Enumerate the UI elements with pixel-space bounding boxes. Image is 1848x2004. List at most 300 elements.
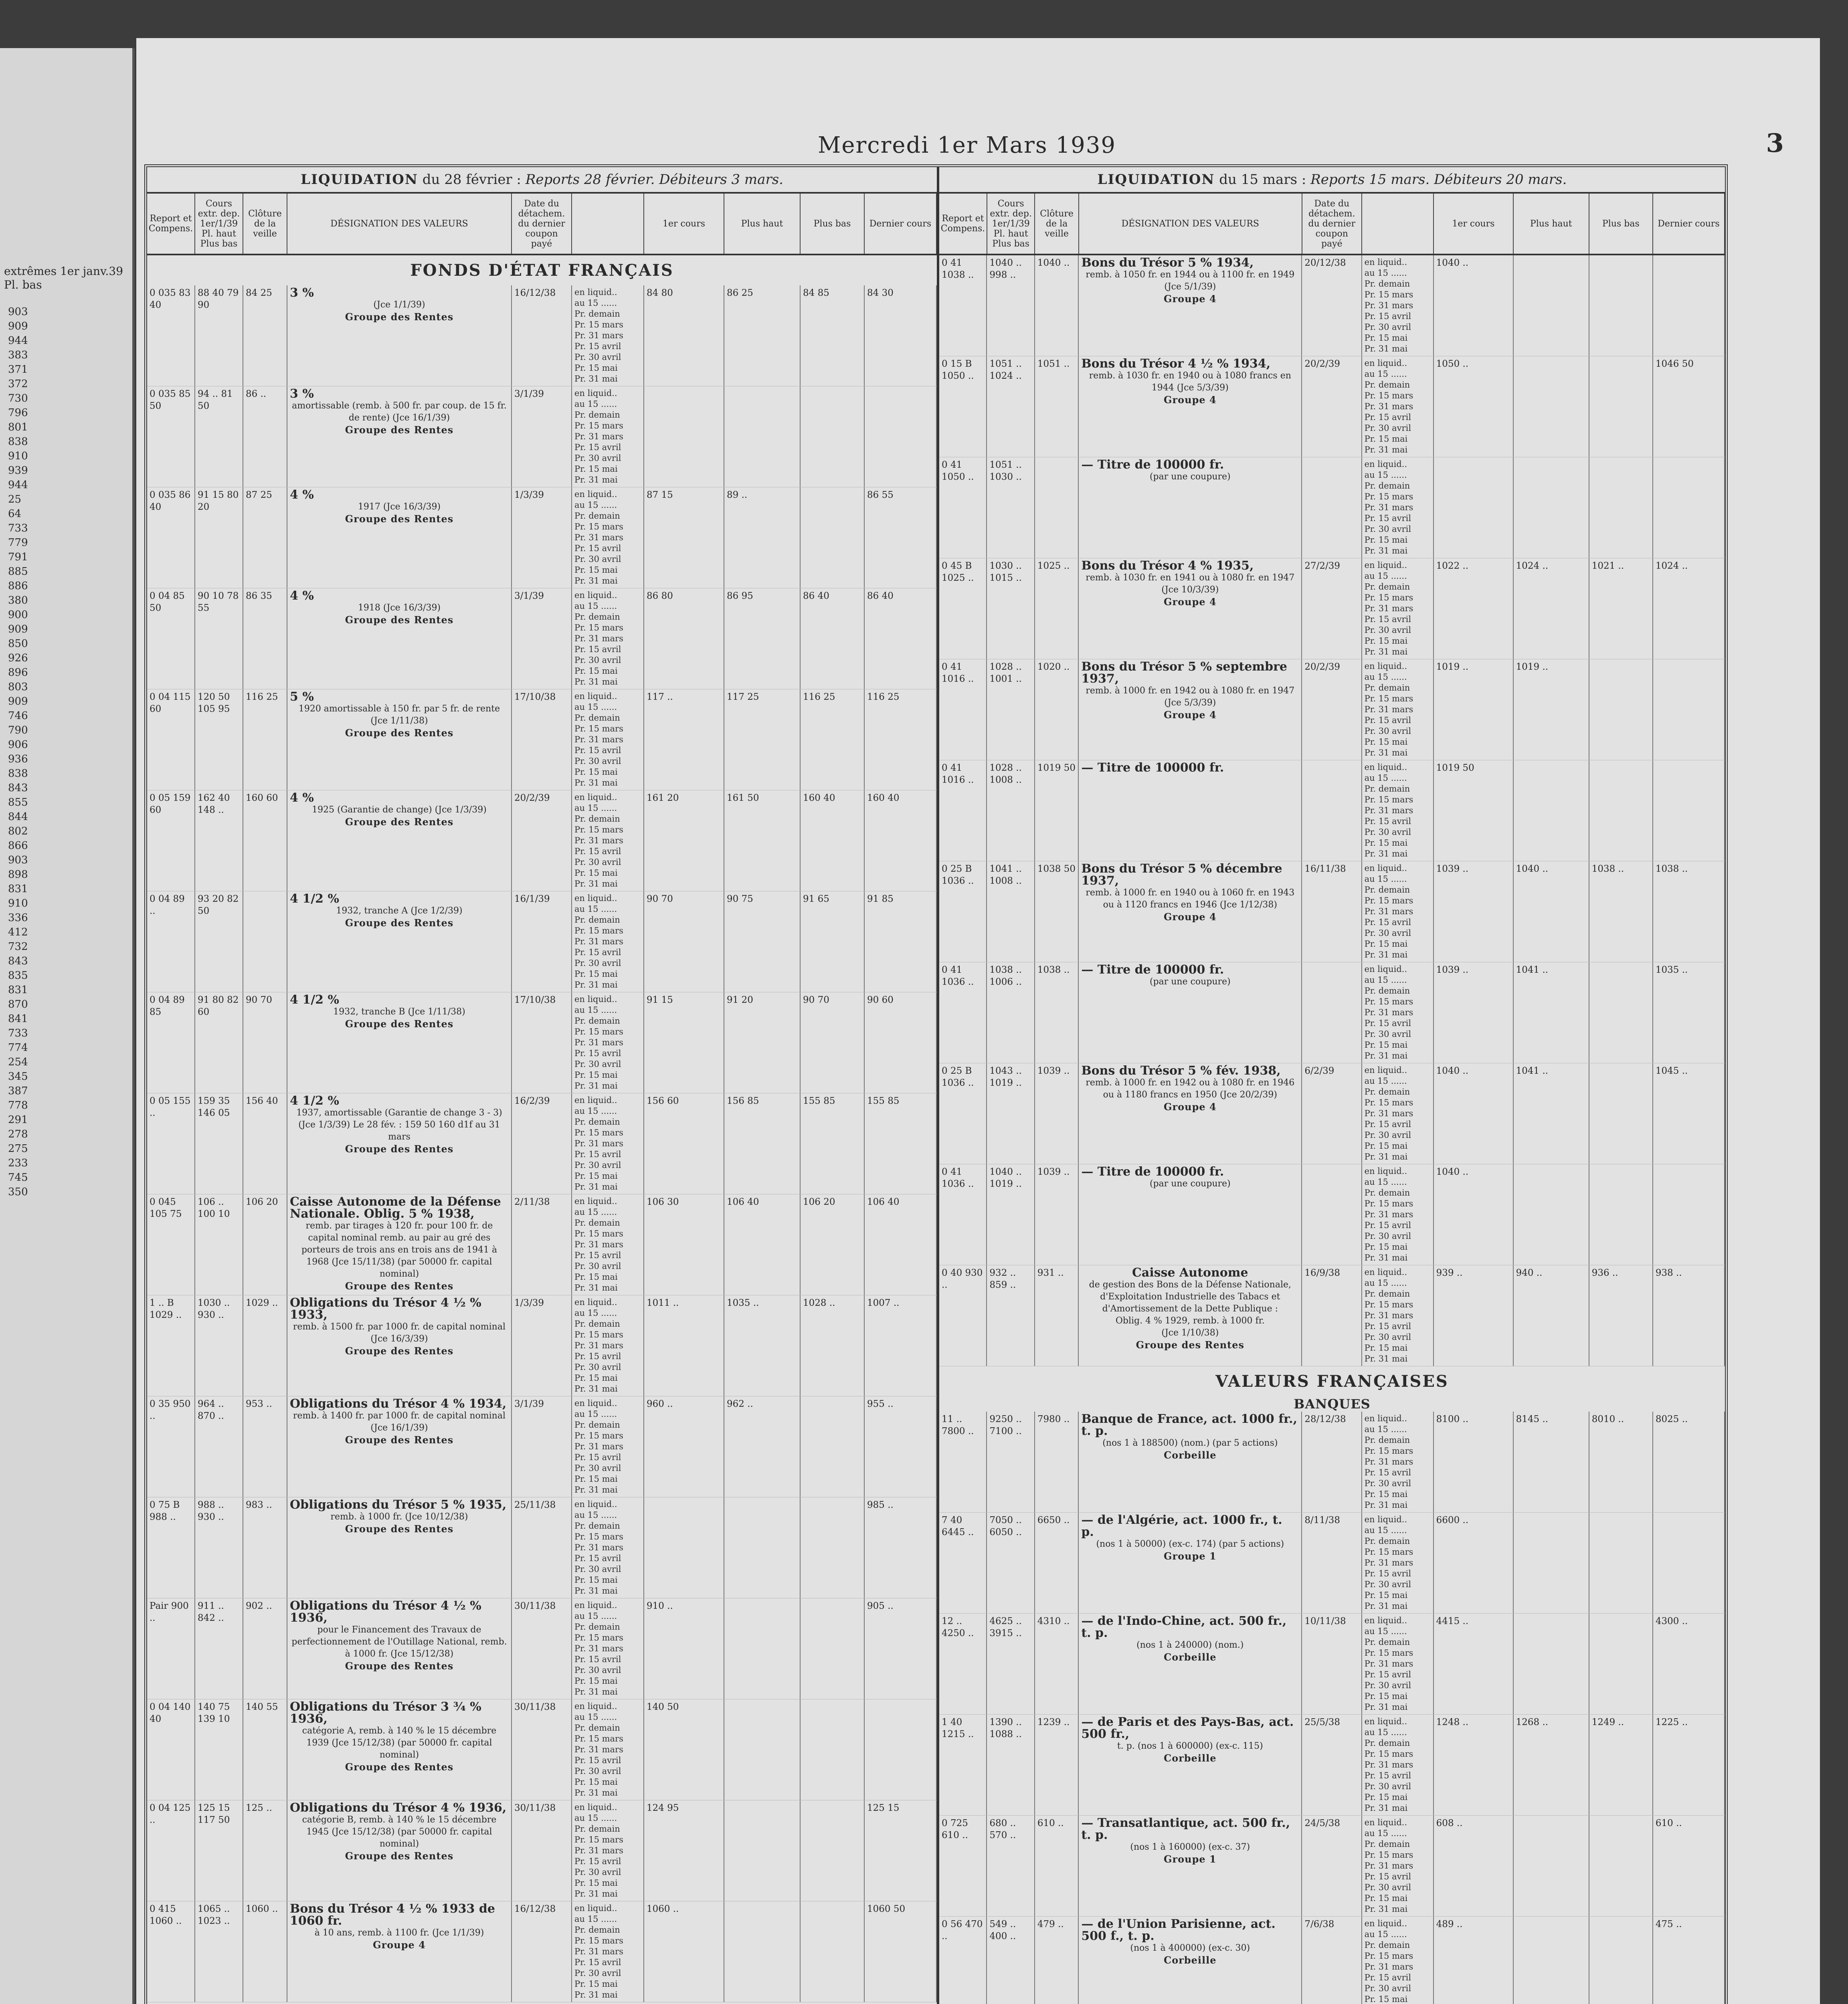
cours-cell: 549 .. 400 .. xyxy=(987,1917,1035,2004)
designation-sub: pour le Financement des Travaux de perfectionnement de l'Outillage National, remb. à 1000 fr. (Jce 15/12/38) xyxy=(291,1625,507,1659)
row-term: Pr. 31 mars xyxy=(1364,402,1413,411)
row-term: Pr. 31 mars xyxy=(1364,301,1413,310)
plus-haut-cell xyxy=(1514,356,1589,457)
row-term: Pr. 31 mars xyxy=(574,1240,623,1249)
row-term: Pr. 15 mai xyxy=(1364,636,1408,646)
prev-value: 412 xyxy=(8,926,28,938)
plus-bas-cell xyxy=(1589,659,1653,760)
row-term: Pr. 31 mars xyxy=(574,735,623,744)
row-term: en liquid.. xyxy=(574,893,617,903)
row-term: Pr. 31 mai xyxy=(1364,1253,1408,1263)
designation-sub: 1932, tranche A (Jce 1/2/39) xyxy=(336,906,463,916)
row-term: Pr. 15 avril xyxy=(1364,311,1411,321)
designation-group: Groupe des Rentes xyxy=(345,1345,454,1357)
dernier-cours-cell: 1038 .. xyxy=(1653,861,1725,962)
plus-bas-cell xyxy=(1589,1164,1653,1265)
prev-value: 906 xyxy=(8,739,28,751)
row-term: Pr. 15 avril xyxy=(574,442,621,452)
table-row xyxy=(939,861,1725,962)
caisse-term: Pr. 15 avril xyxy=(1364,1321,1411,1331)
designation-main: Obligations du Trésor 5 % 1935, xyxy=(290,1498,507,1512)
header-designation: DÉSIGNATION DES VALEURS xyxy=(1079,194,1302,254)
terms-cell xyxy=(1362,1412,1434,1512)
designation-sub: t. p. (nos 1 à 600000) (ex-c. 115) xyxy=(1117,1741,1263,1751)
cloture-cell: 1029 .. xyxy=(243,1295,287,1396)
row-term: Pr. 15 avril xyxy=(1364,412,1411,422)
caisse-group: Groupe des Rentes xyxy=(1136,1339,1245,1351)
designation-group: Groupe 4 xyxy=(1163,709,1217,721)
row-term: au 15 ...... xyxy=(1364,1076,1407,1086)
row-term: Pr. 30 avril xyxy=(574,453,621,463)
designation-sub: 1918 (Jce 16/3/39) xyxy=(358,603,441,613)
cloture-cell: 125 .. xyxy=(243,1800,287,1901)
row-term: en liquid.. xyxy=(1364,1065,1407,1075)
left-liquidation-title: LIQUIDATION du 28 février : Reports 28 février. Débiteurs 3 mars. xyxy=(147,167,937,194)
left-rows xyxy=(147,285,937,2002)
section-fonds-etat: FONDS D'ÉTAT FRANÇAIS xyxy=(410,261,674,280)
cours-cell: 1041 .. 1008 .. xyxy=(987,861,1035,962)
caisse-term: Pr. 30 avril xyxy=(1364,1332,1411,1342)
terms-cell xyxy=(572,891,644,992)
row-term: Pr. 15 avril xyxy=(1364,917,1411,927)
report-cell: 0 41 1016 .. xyxy=(939,659,987,760)
cours-cell: 1040 .. 1019 .. xyxy=(987,1164,1035,1265)
prev-value: 926 xyxy=(8,652,28,664)
designation-group: Groupe des Rentes xyxy=(345,1018,454,1030)
premier-cours-cell: 1039 .. xyxy=(1434,861,1514,962)
terms-cell xyxy=(1362,255,1434,356)
row-term: Pr. 31 mai xyxy=(1364,1803,1408,1813)
row-term: Pr. 31 mai xyxy=(1364,445,1408,455)
row-term: Pr. 15 mai xyxy=(574,1272,618,1282)
designation-main: Bons du Trésor 5 % 1934, xyxy=(1081,256,1254,270)
terms-cell xyxy=(572,1295,644,1396)
row-term: Pr. demain xyxy=(1364,1738,1410,1748)
dernier-cours-cell: 106 40 xyxy=(865,1194,937,1295)
cloture-cell: 983 .. xyxy=(243,1497,287,1598)
report-cell: 0 035 85 50 xyxy=(147,386,195,487)
designation-main: 5 % xyxy=(290,690,314,704)
header-cours: Cours extr. dep. 1er/1/39 Pl. haut Plus bas xyxy=(987,194,1035,254)
table-row xyxy=(147,1295,937,1396)
date-cell: 6/2/39 xyxy=(1302,1063,1362,1164)
row-term: Pr. 15 mars xyxy=(574,1431,623,1440)
designation-main: — de Paris et des Pays-Bas, act. 500 fr., xyxy=(1081,1715,1294,1741)
header-terme xyxy=(1362,194,1434,254)
date-cell: 30/11/38 xyxy=(512,1598,572,1699)
row-term: Pr. 31 mars xyxy=(1364,1861,1413,1871)
designation-sub: (nos 1 à 188500) (nom.) (par 5 actions) xyxy=(1102,1438,1278,1448)
row-term: Pr. demain xyxy=(574,1420,620,1430)
dernier-cours-cell: 985 .. xyxy=(865,1497,937,1598)
row-term: Pr. 15 avril xyxy=(574,1958,621,1967)
designation-sub: remb. à 1000 fr. en 1942 ou à 1080 fr. en 1946 ou à 1180 francs en 1950 (Jce 20/2/39) xyxy=(1086,1078,1295,1100)
date-cell: 1/3/39 xyxy=(512,487,572,588)
date-cell: 25/5/38 xyxy=(1302,1715,1362,1815)
header-plus-bas: Plus bas xyxy=(801,194,865,254)
plus-bas-cell xyxy=(801,1598,865,1699)
date-cell: 24/5/38 xyxy=(1302,1816,1362,1916)
row-term: en liquid.. xyxy=(574,1398,617,1408)
prev-value: 896 xyxy=(8,667,28,679)
caisse-main: Oblig. 4 % 1929, remb. à 1000 fr. xyxy=(1115,1316,1265,1326)
row-term: Pr. 30 avril xyxy=(574,1968,621,1978)
cours-cell: 911 .. 842 .. xyxy=(195,1598,243,1699)
header-cloture: Clôture de la veille xyxy=(243,194,287,254)
right-title-reports: Reports 15 mars. xyxy=(1310,172,1430,188)
table-row xyxy=(939,962,1725,1063)
premier-cours-cell: 608 .. xyxy=(1434,1816,1514,1916)
row-term: Pr. 15 mars xyxy=(1364,1951,1413,1961)
premier-cours-cell: 90 70 xyxy=(644,891,724,992)
dernier-cours-cell: 8025 .. xyxy=(1653,1412,1725,1512)
table-row xyxy=(147,1699,937,1800)
cloture-cell: 902 .. xyxy=(243,1598,287,1699)
table-row xyxy=(939,1412,1725,1513)
row-term: en liquid.. xyxy=(574,691,617,701)
row-term: Pr. 31 mars xyxy=(574,1341,623,1350)
designation-sub: (nos 1 à 400000) (ex-c. 30) xyxy=(1130,1943,1250,1953)
cours-cell: 88 40 79 90 xyxy=(195,285,243,386)
right-liquidation-title xyxy=(939,167,1725,194)
dernier-cours-cell: 155 85 xyxy=(865,1093,937,1194)
row-term: Pr. 30 avril xyxy=(1364,1029,1411,1039)
row-term: Pr. 31 mai xyxy=(574,980,618,990)
designation-group: Groupe 4 xyxy=(1163,596,1217,608)
row-term: Pr. 15 mai xyxy=(574,1979,618,1989)
row-term: Pr. demain xyxy=(574,1218,620,1228)
row-term: Pr. 15 mars xyxy=(1364,1648,1413,1658)
designation-group: Groupe des Rentes xyxy=(345,917,454,929)
report-cell: 0 415 1060 .. xyxy=(147,1901,195,2002)
row-term: en liquid.. xyxy=(574,994,617,1004)
row-term: Pr. 30 avril xyxy=(1364,726,1411,736)
row-term: au 15 ...... xyxy=(574,399,617,409)
row-term: Pr. demain xyxy=(1364,582,1410,592)
plus-haut-cell xyxy=(1514,1164,1589,1265)
date-cell: 10/11/38 xyxy=(1302,1614,1362,1714)
cloture-cell: 1019 50 xyxy=(1035,760,1079,861)
premier-cours-cell: 1019 .. xyxy=(1434,659,1514,760)
caisse-cours: 932 .. 859 .. xyxy=(987,1265,1035,1366)
right-title-debiteurs: Débiteurs 20 mars. xyxy=(1434,172,1567,188)
row-term: Pr. 15 mars xyxy=(574,926,623,935)
plus-bas-cell xyxy=(801,1497,865,1598)
caisse-text: de gestion des Bons de la Défense Nationale, d'Exploitation Industrielle des Tabacs et d'Amortissement de la Dette Publique : xyxy=(1089,1280,1292,1314)
cours-cell: 106 .. 100 10 xyxy=(195,1194,243,1295)
cloture-cell: 1051 .. xyxy=(1035,356,1079,457)
header-cloture: Clôture de la veille xyxy=(1035,194,1079,254)
prev-value: 831 xyxy=(8,984,28,996)
caisse-term: au 15 ...... xyxy=(1364,1278,1407,1288)
date-cell: 16/12/38 xyxy=(512,285,572,386)
designation-main: — Titre de 100000 fr. xyxy=(1081,458,1224,472)
cloture-cell: 140 55 xyxy=(243,1699,287,1800)
report-cell: 0 035 83 40 xyxy=(147,285,195,386)
row-term: Pr. 31 mars xyxy=(1364,1457,1413,1467)
designation-sub: remb. à 1000 fr. (Jce 10/12/38) xyxy=(330,1512,468,1522)
row-term: Pr. 15 mars xyxy=(574,1532,623,1541)
caisse-term: Pr. 15 mars xyxy=(1364,1300,1413,1309)
terms-cell xyxy=(572,1093,644,1194)
row-term: en liquid.. xyxy=(1364,358,1407,368)
terms-cell xyxy=(572,1194,644,1295)
designation-main: Bons du Trésor 4 ½ % 1933 de 1060 fr. xyxy=(290,1902,495,1928)
row-term: Pr. 15 avril xyxy=(1364,1771,1411,1780)
row-term: Pr. 15 mai xyxy=(1364,1691,1408,1701)
terms-cell xyxy=(572,1901,644,2002)
cloture-cell: 106 20 xyxy=(243,1194,287,1295)
plus-haut-cell xyxy=(1514,457,1589,558)
prev-value: 233 xyxy=(8,1157,28,1169)
report-cell: 0 035 86 40 xyxy=(147,487,195,588)
cours-cell: 120 50 105 95 xyxy=(195,689,243,790)
row-term: Pr. 31 mai xyxy=(574,576,618,586)
plus-haut-cell xyxy=(724,1800,801,1901)
prev-value: 25 xyxy=(8,493,22,505)
row-term: Pr. 15 mai xyxy=(574,1474,618,1484)
plus-haut-cell xyxy=(1514,1614,1589,1714)
plus-bas-cell xyxy=(1589,1816,1653,1916)
row-term: Pr. 30 avril xyxy=(1364,1782,1411,1791)
row-term: Pr. 15 mai xyxy=(574,1777,618,1787)
date-cell xyxy=(1302,1164,1362,1265)
prev-page-values xyxy=(8,305,128,1199)
row-term: Pr. 15 mars xyxy=(574,1633,623,1642)
date-cell: 1/3/39 xyxy=(512,1295,572,1396)
row-term: Pr. 31 mars xyxy=(1364,705,1413,714)
row-term: Pr. 15 mars xyxy=(1364,1199,1413,1208)
table-row xyxy=(939,457,1725,558)
prev-value: 733 xyxy=(8,1027,28,1039)
row-term: en liquid.. xyxy=(1364,964,1407,974)
header-report: Report et Compens. xyxy=(147,194,195,254)
row-term: Pr. 30 avril xyxy=(1364,1984,1411,1993)
row-term: au 15 ...... xyxy=(1364,874,1407,884)
header-terme xyxy=(572,194,644,254)
row-term: au 15 ...... xyxy=(574,1611,617,1621)
row-term: Pr. 30 avril xyxy=(1364,1681,1411,1690)
designation-group: Groupe des Rentes xyxy=(345,614,454,626)
row-term: Pr. 30 avril xyxy=(1364,1130,1411,1140)
dernier-cours-cell xyxy=(1653,760,1725,861)
header-plus-haut: Plus haut xyxy=(1514,194,1589,254)
prev-value: 372 xyxy=(8,378,28,390)
date-cell: 20/2/39 xyxy=(512,790,572,891)
row-term: en liquid.. xyxy=(574,792,617,802)
row-term: Pr. 15 mars xyxy=(574,1835,623,1844)
premier-cours-cell: 161 20 xyxy=(644,790,724,891)
row-term: Pr. 15 avril xyxy=(574,947,621,957)
row-term: Pr. 31 mai xyxy=(1364,1500,1408,1510)
row-term: Pr. demain xyxy=(1364,1940,1410,1950)
premier-cours-cell: 1060 .. xyxy=(644,1901,724,2002)
header-designation: DÉSIGNATION DES VALEURS xyxy=(287,194,512,254)
premier-cours-cell: 140 50 xyxy=(644,1699,724,1800)
header-date: Date du détachem. du dernier coupon payé xyxy=(1302,194,1362,254)
designation-group: Corbeille xyxy=(1164,1954,1217,1966)
row-term: Pr. 31 mai xyxy=(1364,546,1408,556)
premier-cours-cell: 106 30 xyxy=(644,1194,724,1295)
report-cell: 0 725 610 .. xyxy=(939,1816,987,1916)
cloture-cell: 479 .. xyxy=(1035,1917,1079,2004)
row-term: Pr. 15 avril xyxy=(574,1048,621,1058)
row-term: Pr. 31 mars xyxy=(574,1947,623,1956)
plus-haut-cell xyxy=(1514,1816,1589,1916)
designation-cell xyxy=(1079,962,1302,1063)
dernier-cours-cell xyxy=(1653,1164,1725,1265)
row-term: Pr. 31 mai xyxy=(1364,1904,1408,1914)
plus-bas-cell: 155 85 xyxy=(801,1093,865,1194)
terms-cell xyxy=(572,992,644,1093)
row-term: en liquid.. xyxy=(574,1196,617,1206)
designation-cell xyxy=(1079,1715,1302,1815)
row-term: au 15 ...... xyxy=(574,500,617,510)
plus-haut-cell xyxy=(1514,1917,1589,2004)
date-cell: 16/1/39 xyxy=(512,891,572,992)
report-cell: 0 05 159 60 xyxy=(147,790,195,891)
cours-cell: 94 .. 81 50 xyxy=(195,386,243,487)
plus-haut-cell xyxy=(1514,760,1589,861)
row-term: au 15 ...... xyxy=(574,702,617,712)
row-term: en liquid.. xyxy=(1364,1717,1407,1726)
designation-cell xyxy=(287,790,512,891)
prev-value: 779 xyxy=(8,537,28,549)
prev-value: 910 xyxy=(8,450,28,462)
caisse-term: Pr. 15 mai xyxy=(1364,1343,1408,1353)
row-term: Pr. 30 avril xyxy=(1364,625,1411,635)
table-row xyxy=(147,1598,937,1699)
plus-haut-cell xyxy=(724,1598,801,1699)
row-term: Pr. 15 mai xyxy=(574,666,618,676)
prev-value: 291 xyxy=(8,1114,28,1126)
plus-bas-cell xyxy=(1589,1513,1653,1613)
table-row xyxy=(939,760,1725,861)
designation-sub: remb. par tirages à 120 fr. pour 100 fr. de capital nominal remb. au pair au gré des porteurs de trois ans en trois ans de 1941 à 1968 (Jce 15/11/38) (par 50000 fr. capital nominal) xyxy=(301,1221,497,1279)
row-term: Pr. 30 avril xyxy=(1364,1479,1411,1488)
row-term: Pr. 15 mars xyxy=(1364,1446,1413,1456)
row-term: en liquid.. xyxy=(574,1499,617,1509)
table-row xyxy=(939,1513,1725,1614)
row-term: Pr. 31 mai xyxy=(1364,344,1408,354)
premier-cours-cell xyxy=(644,1497,724,1598)
dernier-cours-cell: 1007 .. xyxy=(865,1295,937,1396)
designation-main: Bons du Trésor 5 % septembre 1937, xyxy=(1081,660,1288,686)
designation-main: 4 1/2 % xyxy=(290,892,339,906)
prev-value: 843 xyxy=(8,955,28,967)
designation-cell xyxy=(287,1800,512,1901)
cours-cell: 1040 .. 998 .. xyxy=(987,255,1035,356)
terms-cell xyxy=(572,285,644,386)
row-term: Pr. demain xyxy=(574,1319,620,1329)
row-term: Pr. 31 mai xyxy=(574,1081,618,1091)
designation-cell xyxy=(287,1598,512,1699)
row-term: Pr. 15 avril xyxy=(1364,513,1411,523)
report-cell: 1 40 1215 .. xyxy=(939,1715,987,1815)
row-term: Pr. 31 mai xyxy=(1364,748,1408,758)
designation-main: — de l'Indo-Chine, act. 500 fr., t. p. xyxy=(1081,1614,1287,1640)
row-term: au 15 ...... xyxy=(574,904,617,914)
row-term: Pr. demain xyxy=(1364,1435,1410,1445)
row-term: Pr. demain xyxy=(1364,380,1410,390)
row-term: Pr. 31 mai xyxy=(574,1586,618,1596)
cours-cell: 7050 .. 6050 .. xyxy=(987,1513,1035,1613)
prev-value: 844 xyxy=(8,811,28,823)
designation-sub: remb. à 1030 fr. en 1940 ou à 1080 francs en 1944 (Jce 5/3/39) xyxy=(1089,371,1291,393)
row-term: en liquid.. xyxy=(1364,661,1407,671)
row-term: au 15 ...... xyxy=(1364,773,1407,783)
cloture-cell: 86 35 xyxy=(243,588,287,689)
row-term: Pr. demain xyxy=(1364,481,1410,491)
row-term: Pr. 15 mai xyxy=(574,969,618,979)
row-term: Pr. 15 avril xyxy=(574,745,621,755)
designation-main: Bons du Trésor 4 ½ % 1934, xyxy=(1081,357,1271,371)
table-row xyxy=(939,255,1725,356)
row-term: Pr. 31 mai xyxy=(574,1889,618,1899)
terms-cell xyxy=(1362,457,1434,558)
report-cell: 0 045 105 75 xyxy=(147,1194,195,1295)
left-column-headers xyxy=(147,194,937,255)
date-cell: 20/12/38 xyxy=(1302,255,1362,356)
prev-value: 944 xyxy=(8,335,28,347)
row-term: Pr. 15 mars xyxy=(1364,795,1413,804)
cloture-cell: 7980 .. xyxy=(1035,1412,1079,1512)
right-rows-banques xyxy=(939,1412,1725,2004)
designation-cell xyxy=(287,1901,512,2002)
row-term: Pr. 15 mai xyxy=(574,565,618,575)
plus-bas-cell: 1028 .. xyxy=(801,1295,865,1396)
row-term: au 15 ...... xyxy=(574,298,617,308)
designation-main: Obligations du Trésor 4 % 1936, xyxy=(290,1801,507,1815)
premier-cours-cell: 910 .. xyxy=(644,1598,724,1699)
row-term: Pr. 31 mars xyxy=(574,1846,623,1855)
date-cell: 2/11/38 xyxy=(512,1194,572,1295)
cloture-cell: 4310 .. xyxy=(1035,1614,1079,1714)
row-term: Pr. 15 mars xyxy=(1364,1749,1413,1759)
dernier-cours-cell: 86 55 xyxy=(865,487,937,588)
prev-value: 278 xyxy=(8,1128,28,1140)
listing-frame xyxy=(144,164,1728,2004)
subsection-banques: BANQUES xyxy=(1294,1396,1371,1412)
designation-main: Bons du Trésor 4 % 1935, xyxy=(1081,559,1254,573)
row-term: Pr. 15 avril xyxy=(1364,1018,1411,1028)
table-row xyxy=(147,1093,937,1194)
row-term: Pr. 15 mars xyxy=(574,1128,623,1137)
designation-group: Groupe des Rentes xyxy=(345,816,454,828)
cloture-cell: 90 70 xyxy=(243,992,287,1093)
terms-cell xyxy=(1362,1614,1434,1714)
designation-main: 4 1/2 % xyxy=(290,1094,339,1108)
date-cell: 17/10/38 xyxy=(512,992,572,1093)
right-title-label: LIQUIDATION xyxy=(1097,172,1215,188)
row-term: Pr. 31 mars xyxy=(1364,806,1413,815)
plus-bas-cell xyxy=(1589,962,1653,1063)
dernier-cours-cell: 4300 .. xyxy=(1653,1614,1725,1714)
plus-bas-cell: 1038 .. xyxy=(1589,861,1653,962)
row-term: Pr. 15 avril xyxy=(1364,1220,1411,1230)
terms-cell xyxy=(572,1598,644,1699)
row-term: en liquid.. xyxy=(1364,1818,1407,1827)
plus-bas-cell xyxy=(801,1699,865,1800)
prev-value: 831 xyxy=(8,883,28,895)
premier-cours-cell: 156 60 xyxy=(644,1093,724,1194)
prev-value: 336 xyxy=(8,912,28,924)
row-term: Pr. 15 mars xyxy=(574,623,623,632)
report-cell: Pair 900 .. xyxy=(147,1598,195,1699)
row-term: en liquid.. xyxy=(1364,1919,1407,1928)
row-term: Pr. 30 avril xyxy=(574,958,621,968)
prev-value: 838 xyxy=(8,436,28,448)
